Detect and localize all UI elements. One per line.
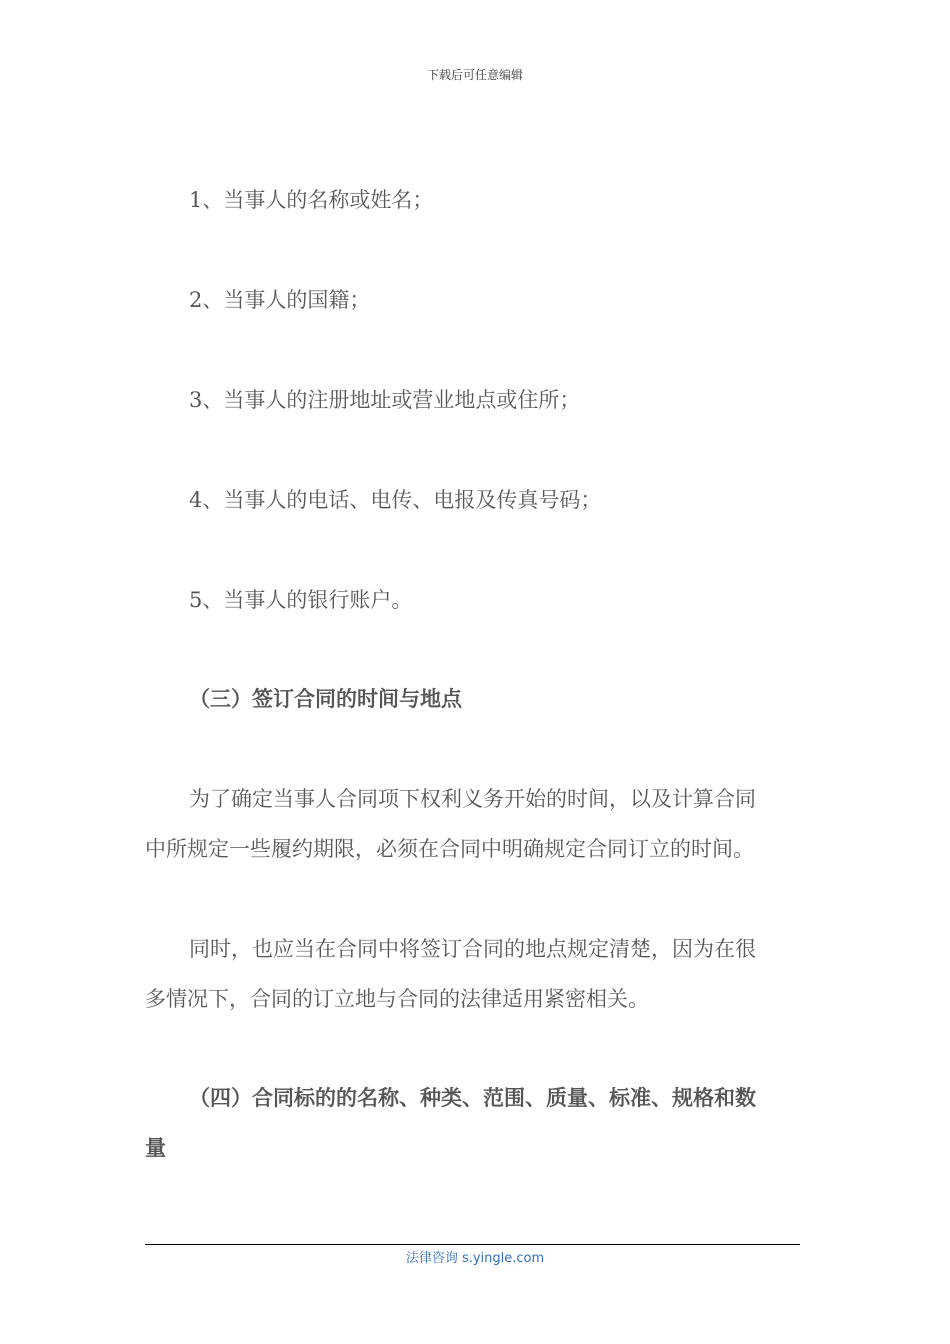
list-item: 5、当事人的银行账户。 (189, 588, 413, 612)
footer-link[interactable]: 法律咨询 s.yingle.com (405, 1251, 545, 1266)
section-heading: （四）合同标的的名称、种类、范围、质量、标准、规格和数 (189, 1085, 756, 1110)
section-heading: （三）签订合同的时间与地点 (189, 686, 462, 711)
paragraph-line: 多情况下，合同的订立地与合同的法律适用紧密相关。 (145, 987, 649, 1011)
list-item: 3、当事人的注册地址或营业地点或住所； (189, 388, 581, 412)
paragraph-line: 中所规定一些履约期限，必须在合同中明确规定合同订立的时间。 (145, 837, 754, 861)
paragraph-line: 同时，也应当在合同中将签订合同的地点规定清楚，因为在很 (189, 937, 756, 961)
footer-divider (145, 1244, 800, 1245)
section-heading-continued: 量 (145, 1135, 166, 1160)
list-item: 2、当事人的国籍； (189, 288, 371, 312)
list-item: 4、当事人的电话、电传、电报及传真号码； (189, 488, 602, 512)
paragraph-line: 为了确定当事人合同项下权利义务开始的时间，以及计算合同 (189, 787, 756, 811)
list-item: 1、当事人的名称或姓名； (189, 188, 434, 212)
page-header: 下载后可任意编辑 (426, 68, 523, 82)
